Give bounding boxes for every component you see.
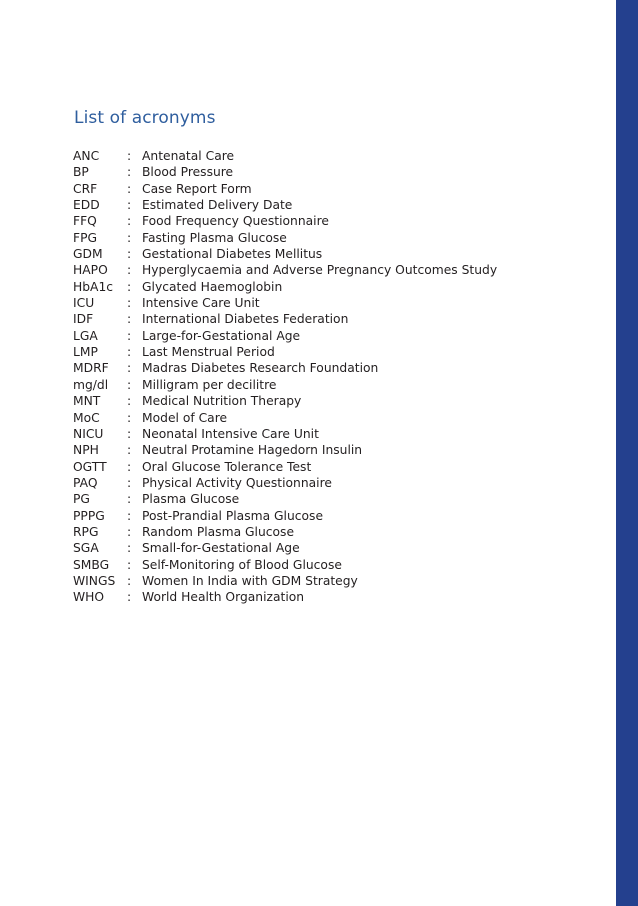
acronym-abbreviation: RPG (73, 524, 99, 539)
acronym-row (73, 377, 553, 393)
acronym-definition: Neonatal Intensive Care Unit (142, 426, 319, 441)
acronym-row (73, 213, 553, 229)
acronym-row (73, 328, 553, 344)
acronym-abbreviation: HAPO (73, 263, 108, 278)
acronym-definition: Medical Nutrition Therapy (142, 394, 302, 409)
acronym-abbreviation: GDM (73, 247, 103, 262)
acronym-separator: : (127, 345, 132, 360)
acronym-abbreviation: PAQ (73, 475, 98, 490)
acronym-separator: : (127, 198, 132, 213)
acronym-row (73, 148, 553, 164)
acronym-separator: : (127, 279, 132, 294)
acronym-row (73, 295, 553, 311)
acronym-abbreviation: SGA (73, 541, 99, 556)
acronym-separator: : (127, 541, 132, 556)
acronym-row (73, 344, 553, 360)
page-title: List of acronyms (74, 108, 216, 128)
acronym-row (73, 491, 553, 507)
acronym-abbreviation: SMBG (73, 557, 110, 572)
acronym-row (73, 589, 553, 605)
acronym-definition: Post-Prandial Plasma Glucose (142, 508, 324, 523)
acronym-abbreviation: ICU (73, 296, 95, 311)
acronym-definition: Blood Pressure (142, 165, 234, 180)
acronym-separator: : (127, 443, 132, 458)
acronym-list (73, 148, 553, 606)
acronym-definition: Plasma Glucose (142, 492, 240, 507)
acronym-separator: : (127, 328, 132, 343)
acronym-abbreviation: LGA (73, 328, 98, 343)
acronym-abbreviation: FFQ (73, 214, 97, 229)
acronym-definition: International Diabetes Federation (142, 312, 349, 327)
acronym-separator: : (127, 590, 132, 605)
acronym-definition: Small-for-Gestational Age (142, 541, 300, 556)
acronym-definition: Neutral Protamine Hagedorn Insulin (142, 443, 363, 458)
acronym-separator: : (127, 524, 132, 539)
side-color-band (616, 0, 638, 906)
acronym-separator: : (127, 410, 132, 425)
acronym-definition: Fasting Plasma Glucose (142, 230, 287, 245)
acronym-definition: Oral Glucose Tolerance Test (142, 459, 312, 474)
acronym-definition: Physical Activity Questionnaire (142, 475, 332, 490)
acronym-definition: Glycated Haemoglobin (142, 279, 283, 294)
acronym-abbreviation: NPH (73, 443, 99, 458)
acronym-row (73, 557, 553, 573)
acronym-abbreviation: IDF (73, 312, 94, 327)
acronym-separator: : (127, 165, 132, 180)
acronym-row (73, 230, 553, 246)
acronym-row (73, 181, 553, 197)
acronym-abbreviation: LMP (73, 345, 98, 360)
acronym-abbreviation: NICU (73, 426, 104, 441)
acronym-abbreviation: MDRF (73, 361, 109, 376)
acronym-separator: : (127, 508, 132, 523)
acronym-abbreviation: WINGS (73, 573, 116, 588)
acronym-definition: Milligram per decilitre (142, 377, 277, 392)
acronym-abbreviation: FPG (73, 230, 98, 245)
acronym-abbreviation: mg/dl (73, 377, 109, 392)
acronym-abbreviation: MoC (73, 410, 100, 425)
acronym-definition: Large-for-Gestational Age (142, 328, 301, 343)
acronym-separator: : (127, 230, 132, 245)
acronym-abbreviation: BP (73, 165, 89, 180)
acronym-row (73, 262, 553, 278)
acronym-abbreviation: PG (73, 492, 90, 507)
acronym-row (73, 164, 553, 180)
acronym-definition: Case Report Form (142, 181, 252, 196)
acronym-row (73, 197, 553, 213)
acronym-abbreviation: ANC (73, 149, 100, 163)
acronym-abbreviation: PPPG (73, 508, 105, 523)
acronym-separator: : (127, 426, 132, 441)
acronym-abbreviation: OGTT (73, 459, 107, 474)
acronym-definition: Random Plasma Glucose (142, 524, 295, 539)
acronym-separator: : (127, 475, 132, 490)
acronym-separator: : (127, 459, 132, 474)
acronym-definition: Estimated Delivery Date (142, 198, 293, 213)
acronym-separator: : (127, 377, 132, 392)
acronym-row (73, 573, 553, 589)
acronym-definition: Gestational Diabetes Mellitus (142, 247, 323, 262)
acronym-row (73, 360, 553, 376)
acronym-row (73, 311, 553, 327)
acronym-separator: : (127, 263, 132, 278)
acronym-abbreviation: HbA1c (73, 279, 114, 294)
acronym-separator: : (127, 573, 132, 588)
acronym-abbreviation: CRF (73, 181, 98, 196)
acronym-definition: Women In India with GDM Strategy (142, 573, 358, 588)
acronym-definition: Hyperglycaemia and Adverse Pregnancy Outcomes Study (142, 263, 498, 278)
acronym-separator: : (127, 181, 132, 196)
acronym-definition: World Health Organization (142, 590, 305, 605)
acronym-separator: : (127, 312, 132, 327)
acronym-row (73, 426, 553, 442)
acronym-row (73, 508, 553, 524)
acronym-separator: : (127, 361, 132, 376)
acronym-row (73, 459, 553, 475)
acronym-separator: : (127, 492, 132, 507)
acronym-definition: Self-Monitoring of Blood Glucose (142, 557, 342, 572)
acronym-row (73, 246, 553, 262)
acronym-separator: : (127, 214, 132, 229)
acronym-abbreviation: WHO (73, 590, 105, 605)
acronym-definition: Antenatal Care (142, 149, 235, 163)
acronym-row (73, 279, 553, 295)
acronym-abbreviation: EDD (73, 198, 100, 213)
acronym-definition: Model of Care (142, 410, 228, 425)
acronym-row (73, 442, 553, 458)
acronym-row (73, 524, 553, 540)
acronym-separator: : (127, 296, 132, 311)
acronym-separator: : (127, 557, 132, 572)
acronym-definition: Food Frequency Questionnaire (142, 214, 329, 229)
acronym-separator: : (127, 149, 132, 163)
acronym-separator: : (127, 247, 132, 262)
acronym-separator: : (127, 394, 132, 409)
acronym-row (73, 540, 553, 556)
acronym-definition: Madras Diabetes Research Foundation (142, 361, 379, 376)
acronym-abbreviation: MNT (73, 394, 101, 409)
acronym-row (73, 475, 553, 491)
acronym-definition: Last Menstrual Period (142, 345, 275, 360)
acronym-definition: Intensive Care Unit (142, 296, 260, 311)
acronym-row (73, 393, 553, 409)
acronym-row (73, 410, 553, 426)
